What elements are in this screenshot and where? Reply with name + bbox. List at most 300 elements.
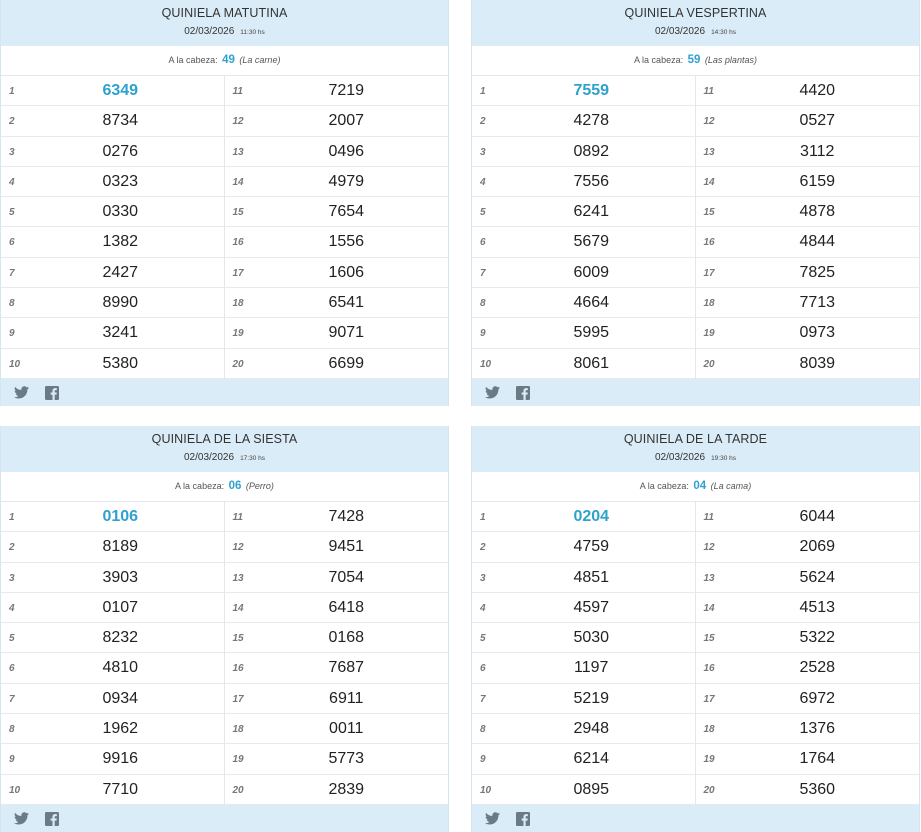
result-row (472, 593, 695, 623)
result-row (472, 167, 695, 197)
result-number: 6699 (328, 354, 365, 372)
result-number: 4513 (799, 598, 836, 616)
result-position: 8 (9, 298, 15, 310)
share-bar (472, 805, 919, 832)
results-grid (472, 502, 919, 805)
result-position: 20 (703, 358, 715, 370)
result-position: 9 (480, 328, 486, 340)
result-position: 20 (232, 784, 244, 796)
draw-title: QUINIELA VESPERTINA (624, 6, 767, 20)
result-row (1, 197, 224, 227)
result-row (696, 288, 920, 318)
result-number: 5380 (102, 354, 139, 372)
result-row (225, 684, 449, 714)
share-bar (472, 379, 919, 406)
result-row (472, 684, 695, 714)
result-number: 1382 (102, 233, 139, 251)
result-row (696, 775, 920, 805)
result-number: 5679 (573, 233, 610, 251)
result-number: 2069 (799, 538, 836, 556)
result-number: 0934 (102, 689, 139, 707)
result-row (225, 502, 449, 532)
result-position: 16 (232, 663, 244, 675)
result-position: 17 (703, 267, 715, 279)
result-row (472, 349, 695, 379)
result-number: 6241 (573, 203, 610, 221)
result-number: 7556 (573, 172, 610, 190)
result-row (1, 349, 224, 379)
result-number: 4979 (328, 172, 365, 190)
result-row (472, 532, 695, 562)
result-number: 0276 (102, 142, 139, 160)
results-grid (472, 76, 919, 379)
result-position: 14 (232, 176, 244, 188)
result-number: 0011 (329, 720, 364, 738)
result-row (225, 227, 449, 257)
result-position: 19 (232, 754, 244, 766)
result-row (696, 563, 920, 593)
result-position: 17 (232, 267, 244, 279)
cabeza-number: 04 (693, 480, 707, 492)
result-number: 4851 (573, 568, 610, 586)
result-position: 8 (480, 724, 486, 736)
result-row (225, 76, 449, 106)
cabeza-meaning: (La carne) (239, 55, 281, 65)
result-position: 19 (703, 754, 715, 766)
result-number: 0106 (102, 508, 139, 525)
result-position: 11 (703, 86, 714, 97)
result-position: 17 (703, 693, 715, 705)
result-position: 7 (9, 267, 15, 279)
result-number: 9071 (328, 324, 365, 342)
result-position: 15 (232, 207, 244, 219)
result-number: 7687 (328, 659, 365, 677)
result-number: 4844 (799, 233, 836, 251)
twitter-icon[interactable] (485, 812, 500, 825)
result-row (696, 653, 920, 683)
result-number: 6418 (328, 598, 365, 616)
result-position: 3 (480, 572, 486, 584)
result-number: 0895 (573, 780, 610, 798)
result-number: 5360 (799, 780, 836, 798)
results-column-right (696, 76, 920, 379)
result-number: 8232 (102, 629, 139, 647)
draw-card (471, 0, 920, 406)
result-position: 8 (9, 724, 15, 736)
result-number: 7428 (328, 508, 365, 525)
result-number: 5322 (799, 629, 836, 647)
result-number: 5995 (573, 324, 610, 342)
result-row (1, 532, 224, 562)
result-position: 7 (480, 693, 486, 705)
results-column-right (225, 502, 449, 805)
draw-dateline (1, 26, 448, 37)
result-row (1, 258, 224, 288)
result-row (472, 106, 695, 136)
draw-dateline (472, 26, 919, 37)
result-number: 8990 (102, 294, 139, 312)
result-row (696, 532, 920, 562)
result-number: 7219 (328, 82, 365, 99)
result-position: 18 (232, 724, 244, 736)
result-position: 13 (703, 572, 715, 584)
result-row (472, 744, 695, 774)
result-row (696, 258, 920, 288)
result-number: 6911 (329, 689, 364, 707)
result-position: 6 (9, 663, 15, 675)
facebook-icon[interactable] (45, 386, 60, 399)
result-number: 0496 (328, 142, 365, 160)
result-position: 11 (232, 512, 243, 523)
result-position: 16 (703, 237, 715, 249)
twitter-icon[interactable] (14, 386, 29, 399)
result-row (696, 106, 920, 136)
result-position: 14 (703, 602, 715, 614)
result-position: 16 (703, 663, 715, 675)
result-position: 5 (480, 633, 486, 645)
result-position: 10 (480, 358, 492, 370)
result-number: 7054 (328, 568, 365, 586)
result-number: 6044 (799, 508, 836, 525)
result-row (472, 76, 695, 106)
draw-dateline (1, 452, 448, 463)
result-position: 15 (703, 633, 715, 645)
result-row (472, 502, 695, 532)
result-number: 8039 (799, 354, 836, 372)
cabeza-meaning: (La cama) (710, 481, 752, 491)
result-position: 1 (480, 86, 486, 97)
result-row (225, 775, 449, 805)
draw-header (1, 426, 448, 472)
result-row (1, 502, 224, 532)
results-column-left (472, 502, 696, 805)
facebook-icon[interactable] (516, 812, 531, 825)
result-number: 0204 (573, 508, 610, 525)
result-number: 0330 (102, 203, 139, 221)
result-row (472, 318, 695, 348)
result-number: 4878 (799, 203, 836, 221)
result-number: 3112 (800, 142, 835, 160)
cabeza-meaning: (Las plantas) (704, 55, 757, 65)
result-position: 19 (232, 328, 244, 340)
cabeza-label: A la cabeza: (168, 55, 218, 65)
result-row (1, 744, 224, 774)
result-row (696, 623, 920, 653)
result-position: 3 (9, 146, 15, 158)
result-row (472, 563, 695, 593)
results-column-right (696, 502, 920, 805)
draw-card (471, 426, 920, 832)
result-row (696, 197, 920, 227)
result-number: 3903 (102, 568, 139, 586)
result-row (472, 623, 695, 653)
result-position: 11 (703, 512, 714, 523)
facebook-icon[interactable] (516, 386, 531, 399)
result-position: 5 (9, 633, 15, 645)
result-number: 6214 (573, 750, 610, 768)
draw-header (1, 0, 448, 46)
result-position: 7 (9, 693, 15, 705)
result-number: 7559 (573, 82, 610, 99)
result-row (225, 167, 449, 197)
result-number: 1606 (328, 263, 365, 281)
result-row (225, 653, 449, 683)
twitter-icon[interactable] (14, 812, 29, 825)
result-number: 1556 (328, 233, 365, 251)
result-position: 5 (9, 207, 15, 219)
result-row (472, 258, 695, 288)
result-row (225, 258, 449, 288)
result-position: 11 (232, 86, 243, 97)
result-position: 10 (9, 358, 21, 370)
result-number: 2839 (328, 780, 365, 798)
result-position: 1 (480, 512, 486, 523)
result-position: 6 (480, 237, 486, 249)
share-bar (1, 805, 448, 832)
result-row (696, 714, 920, 744)
result-row (225, 744, 449, 774)
result-position: 20 (232, 358, 244, 370)
result-row (225, 318, 449, 348)
result-number: 8189 (102, 538, 139, 556)
cabeza-number: 06 (228, 480, 242, 492)
result-position: 6 (9, 237, 15, 249)
draw-dateline (472, 452, 919, 463)
result-row (696, 349, 920, 379)
result-number: 2427 (102, 263, 139, 281)
result-number: 4759 (573, 538, 610, 556)
result-row (472, 714, 695, 744)
draw-time: 19:30 hs (711, 455, 736, 462)
result-position: 3 (480, 146, 486, 158)
result-number: 7654 (328, 203, 365, 221)
result-row (472, 288, 695, 318)
result-position: 4 (480, 176, 486, 188)
result-number: 4597 (573, 598, 610, 616)
results-grid (1, 76, 448, 379)
result-position: 19 (703, 328, 715, 340)
cabeza-line (472, 472, 919, 502)
result-position: 10 (480, 784, 492, 796)
result-position: 12 (703, 542, 715, 554)
draw-date: 02/03/2026 (184, 452, 235, 463)
result-row (696, 593, 920, 623)
result-number: 0107 (102, 598, 139, 616)
result-number: 4278 (573, 112, 610, 130)
result-position: 12 (232, 116, 244, 128)
result-row (225, 106, 449, 136)
result-number: 7713 (799, 294, 836, 312)
result-number: 5624 (799, 568, 836, 586)
result-row (1, 137, 224, 167)
result-position: 4 (9, 602, 15, 614)
result-position: 8 (480, 298, 486, 310)
result-position: 18 (703, 298, 715, 310)
result-position: 14 (232, 602, 244, 614)
draw-title: QUINIELA MATUTINA (161, 6, 288, 20)
result-row (472, 227, 695, 257)
cabeza-label: A la cabeza: (639, 481, 689, 491)
result-position: 13 (232, 146, 244, 158)
result-position: 5 (480, 207, 486, 219)
draw-card (0, 426, 449, 832)
result-row (225, 288, 449, 318)
result-row (1, 714, 224, 744)
result-number: 1962 (102, 720, 139, 738)
result-number: 2007 (328, 112, 365, 130)
result-row (472, 197, 695, 227)
results-column-left (1, 502, 225, 805)
result-position: 4 (9, 176, 15, 188)
result-row (696, 684, 920, 714)
result-number: 8734 (102, 112, 139, 130)
twitter-icon[interactable] (485, 386, 500, 399)
result-number: 9451 (328, 538, 365, 556)
cabeza-line (1, 472, 448, 502)
result-row (1, 684, 224, 714)
result-row (225, 623, 449, 653)
result-row (472, 137, 695, 167)
result-position: 13 (232, 572, 244, 584)
result-position: 3 (9, 572, 15, 584)
result-row (696, 227, 920, 257)
result-row (1, 653, 224, 683)
cabeza-label: A la cabeza: (634, 55, 684, 65)
result-position: 2 (480, 542, 486, 554)
result-number: 6541 (328, 294, 365, 312)
result-row (696, 502, 920, 532)
result-position: 18 (232, 298, 244, 310)
cabeza-line (472, 46, 919, 76)
result-row (1, 227, 224, 257)
result-number: 1764 (799, 750, 836, 768)
result-position: 2 (9, 542, 15, 554)
result-position: 14 (703, 176, 715, 188)
result-number: 6349 (102, 82, 139, 99)
cabeza-line (1, 46, 448, 76)
result-position: 1 (9, 512, 15, 523)
result-position: 4 (480, 602, 486, 614)
share-bar (1, 379, 448, 406)
result-position: 16 (232, 237, 244, 249)
cabeza-number: 59 (687, 54, 701, 66)
result-number: 2948 (573, 720, 610, 738)
result-row (1, 288, 224, 318)
result-position: 18 (703, 724, 715, 736)
draw-time: 11:30 hs (240, 29, 265, 36)
result-number: 6159 (799, 172, 836, 190)
result-number: 4664 (573, 294, 610, 312)
result-number: 5773 (328, 750, 365, 768)
result-number: 6972 (799, 689, 836, 707)
results-grid (1, 502, 448, 805)
result-number: 0973 (799, 324, 836, 342)
cabeza-meaning: (Perro) (245, 481, 274, 491)
result-row (696, 167, 920, 197)
result-number: 5030 (573, 629, 610, 647)
results-column-left (1, 76, 225, 379)
result-row (1, 167, 224, 197)
draw-time: 17:30 hs (240, 455, 265, 462)
result-number: 4810 (102, 659, 139, 677)
result-row (1, 775, 224, 805)
result-row (696, 137, 920, 167)
result-number: 3241 (102, 324, 139, 342)
result-row (1, 623, 224, 653)
results-column-right (225, 76, 449, 379)
result-position: 15 (232, 633, 244, 645)
draw-date: 02/03/2026 (655, 26, 706, 37)
result-number: 0323 (102, 172, 139, 190)
result-row (696, 76, 920, 106)
result-position: 9 (9, 754, 15, 766)
result-number: 1197 (574, 659, 609, 677)
draw-header (472, 0, 919, 46)
draw-time: 14:30 hs (711, 29, 736, 36)
result-row (696, 744, 920, 774)
result-number: 0168 (328, 629, 365, 647)
facebook-icon[interactable] (45, 812, 60, 825)
result-row (472, 775, 695, 805)
result-position: 13 (703, 146, 715, 158)
result-row (225, 714, 449, 744)
result-number: 0527 (799, 112, 836, 130)
result-row (225, 532, 449, 562)
results-column-left (472, 76, 696, 379)
result-position: 7 (480, 267, 486, 279)
result-row (225, 349, 449, 379)
draw-date: 02/03/2026 (655, 452, 706, 463)
result-row (225, 137, 449, 167)
result-row (1, 318, 224, 348)
draw-title: QUINIELA DE LA SIESTA (151, 432, 298, 446)
result-row (1, 76, 224, 106)
result-number: 2528 (799, 659, 836, 677)
result-row (225, 593, 449, 623)
result-position: 1 (9, 86, 15, 97)
result-row (1, 563, 224, 593)
result-position: 10 (9, 784, 21, 796)
result-position: 15 (703, 207, 715, 219)
cabeza-number: 49 (222, 54, 235, 66)
draw-title: QUINIELA DE LA TARDE (623, 432, 768, 446)
result-row (225, 197, 449, 227)
result-number: 4420 (799, 82, 836, 99)
result-number: 9916 (102, 750, 139, 768)
result-position: 12 (703, 116, 715, 128)
result-position: 6 (480, 663, 486, 675)
result-number: 8061 (573, 354, 610, 372)
result-position: 9 (480, 754, 486, 766)
result-row (225, 563, 449, 593)
result-number: 6009 (573, 263, 610, 281)
result-number: 5219 (573, 689, 610, 707)
draw-date: 02/03/2026 (184, 26, 235, 37)
draw-header (472, 426, 919, 472)
result-position: 9 (9, 328, 15, 340)
result-position: 2 (480, 116, 486, 128)
draw-card (0, 0, 449, 406)
result-number: 7710 (102, 780, 139, 798)
result-row (1, 593, 224, 623)
cabeza-label: A la cabeza: (175, 481, 225, 491)
result-row (1, 106, 224, 136)
result-position: 20 (703, 784, 715, 796)
result-row (472, 653, 695, 683)
result-position: 12 (232, 542, 244, 554)
result-row (696, 318, 920, 348)
result-position: 17 (232, 693, 244, 705)
